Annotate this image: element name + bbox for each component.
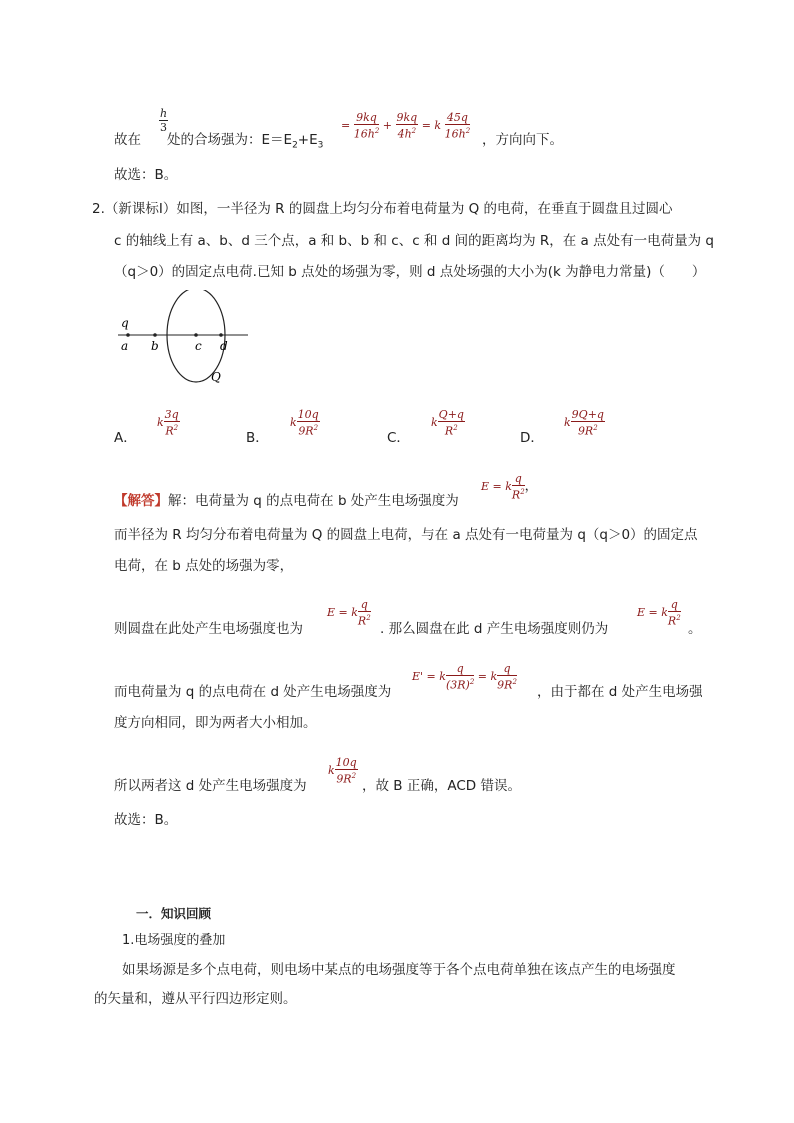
text-line-prefix: 故在 [114,132,141,148]
option-B[interactable]: B． [246,430,269,446]
solution-line-5a: 而电荷量为 q 的点电荷在 d 处产生电场强度为 [114,684,392,700]
option-D[interactable]: D． [520,430,544,446]
solution-line-4b: . 那么圆盘在此 d 产生电场强度则仍为 [380,621,609,637]
solution-tag: 【解答】 [114,493,168,509]
review-paragraph-line-2: 的矢量和，遵从平行四边形定则。 [94,991,297,1007]
option-A[interactable]: A． [114,430,137,446]
option-C[interactable]: C． [387,430,410,446]
review-subheading: 1.电场强度的叠加 [122,933,226,948]
formula-E-b: E = k $\frac{q}{R^2}$ ， [481,472,538,502]
point-a [126,333,130,337]
review-heading: 一．知识回顾 [136,906,212,921]
fraction-h-over-3: $\frac{h}{3}$ [160,107,168,134]
label-a: a [121,339,129,353]
formula-resultant-field: = $\frac{9kq}{16h^2}$ + $\frac{9kq}{4h^2}$ = k $\frac{45q}{16h^2}$ [341,111,471,141]
solution-line-1: 【解答】解：电荷量为 q 的点电荷在 b 处产生电场强度为 [114,493,459,509]
question-line-3: （q＞0）的固定点电荷.已知 b 点处的场强为零，则 d 点处场强的大小为(k 为静电力常量)（ ） [114,264,706,280]
label-q: q [121,316,129,330]
text-line-middle: 处的合场强为：$E=E_2+E_3$ [167,132,324,151]
disk-diagram [110,290,260,390]
review-paragraph-line-1: 如果场源是多个点电荷，则电场中某点的电场强度等于各个点电荷单独在该点产生的电场强度 [122,962,676,978]
option-C-formula: k $\frac{Q+q}{R^2}$ [431,408,464,438]
text-line-suffix: ，方向向下。 [482,132,563,148]
label-b: b [151,339,159,353]
question-line-2: c 的轴线上有 a、b、d 三个点，a 和 b、b 和 c、c 和 d 间的距离均为 R，在 a 点处有一电荷量为 q [114,233,714,249]
solution-line-3: 电荷，在 b 点处的场强为零， [114,558,294,574]
option-D-formula: k $\frac{9Q+q}{9R^2}$ [564,408,604,438]
point-c [194,333,198,337]
formula-E-d-disk: E = k $\frac{q}{R^2}$ [637,598,681,628]
formula-E-prime: E' = k $\frac{q}{(3R)^2}$ = k $\frac{q}{9R^2}$ [412,662,517,692]
solution-line-7b: ，故 B 正确，ACD 错误。 [362,778,521,794]
formula-E-disk: E = k $\frac{q}{R^2}$ [327,598,371,628]
solution-line-2: 而半径为 R 均匀分布着电荷量为 Q 的圆盘上电荷，与在 a 点处有一电荷量为 q（q＞0）的固定点 [114,527,698,543]
option-A-formula: k $\frac{3q}{R^2}$ [157,408,179,438]
point-b [153,333,157,337]
label-d: d [220,339,228,353]
point-d [219,333,223,337]
label-Q: Q [211,370,221,384]
formula-total-field: k $\frac{10q}{9R^2}$ [328,756,357,786]
label-c: c [195,339,202,353]
option-B-formula: k $\frac{10q}{9R^2}$ [290,408,319,438]
solution-line-7a: 所以两者这 d 处产生电场强度为 [114,778,307,794]
solution-line-5b: ，由于都在 d 处产生电场强 [537,684,703,700]
solution-line-4a: 则圆盘在此处产生电场强度也为 [114,621,303,637]
solution-line-6: 度方向相同，即为两者大小相加。 [114,715,317,731]
answer-2: 故选：B。 [114,812,178,828]
question-line-1: 2.（新课标Ⅰ）如图，一半径为 R 的圆盘上均匀分布着电荷量为 Q 的电荷，在垂直于圆盘且过圆心 [92,201,673,217]
solution-line-4c: 。 [688,621,702,637]
answer-1: 故选：B。 [114,167,178,183]
